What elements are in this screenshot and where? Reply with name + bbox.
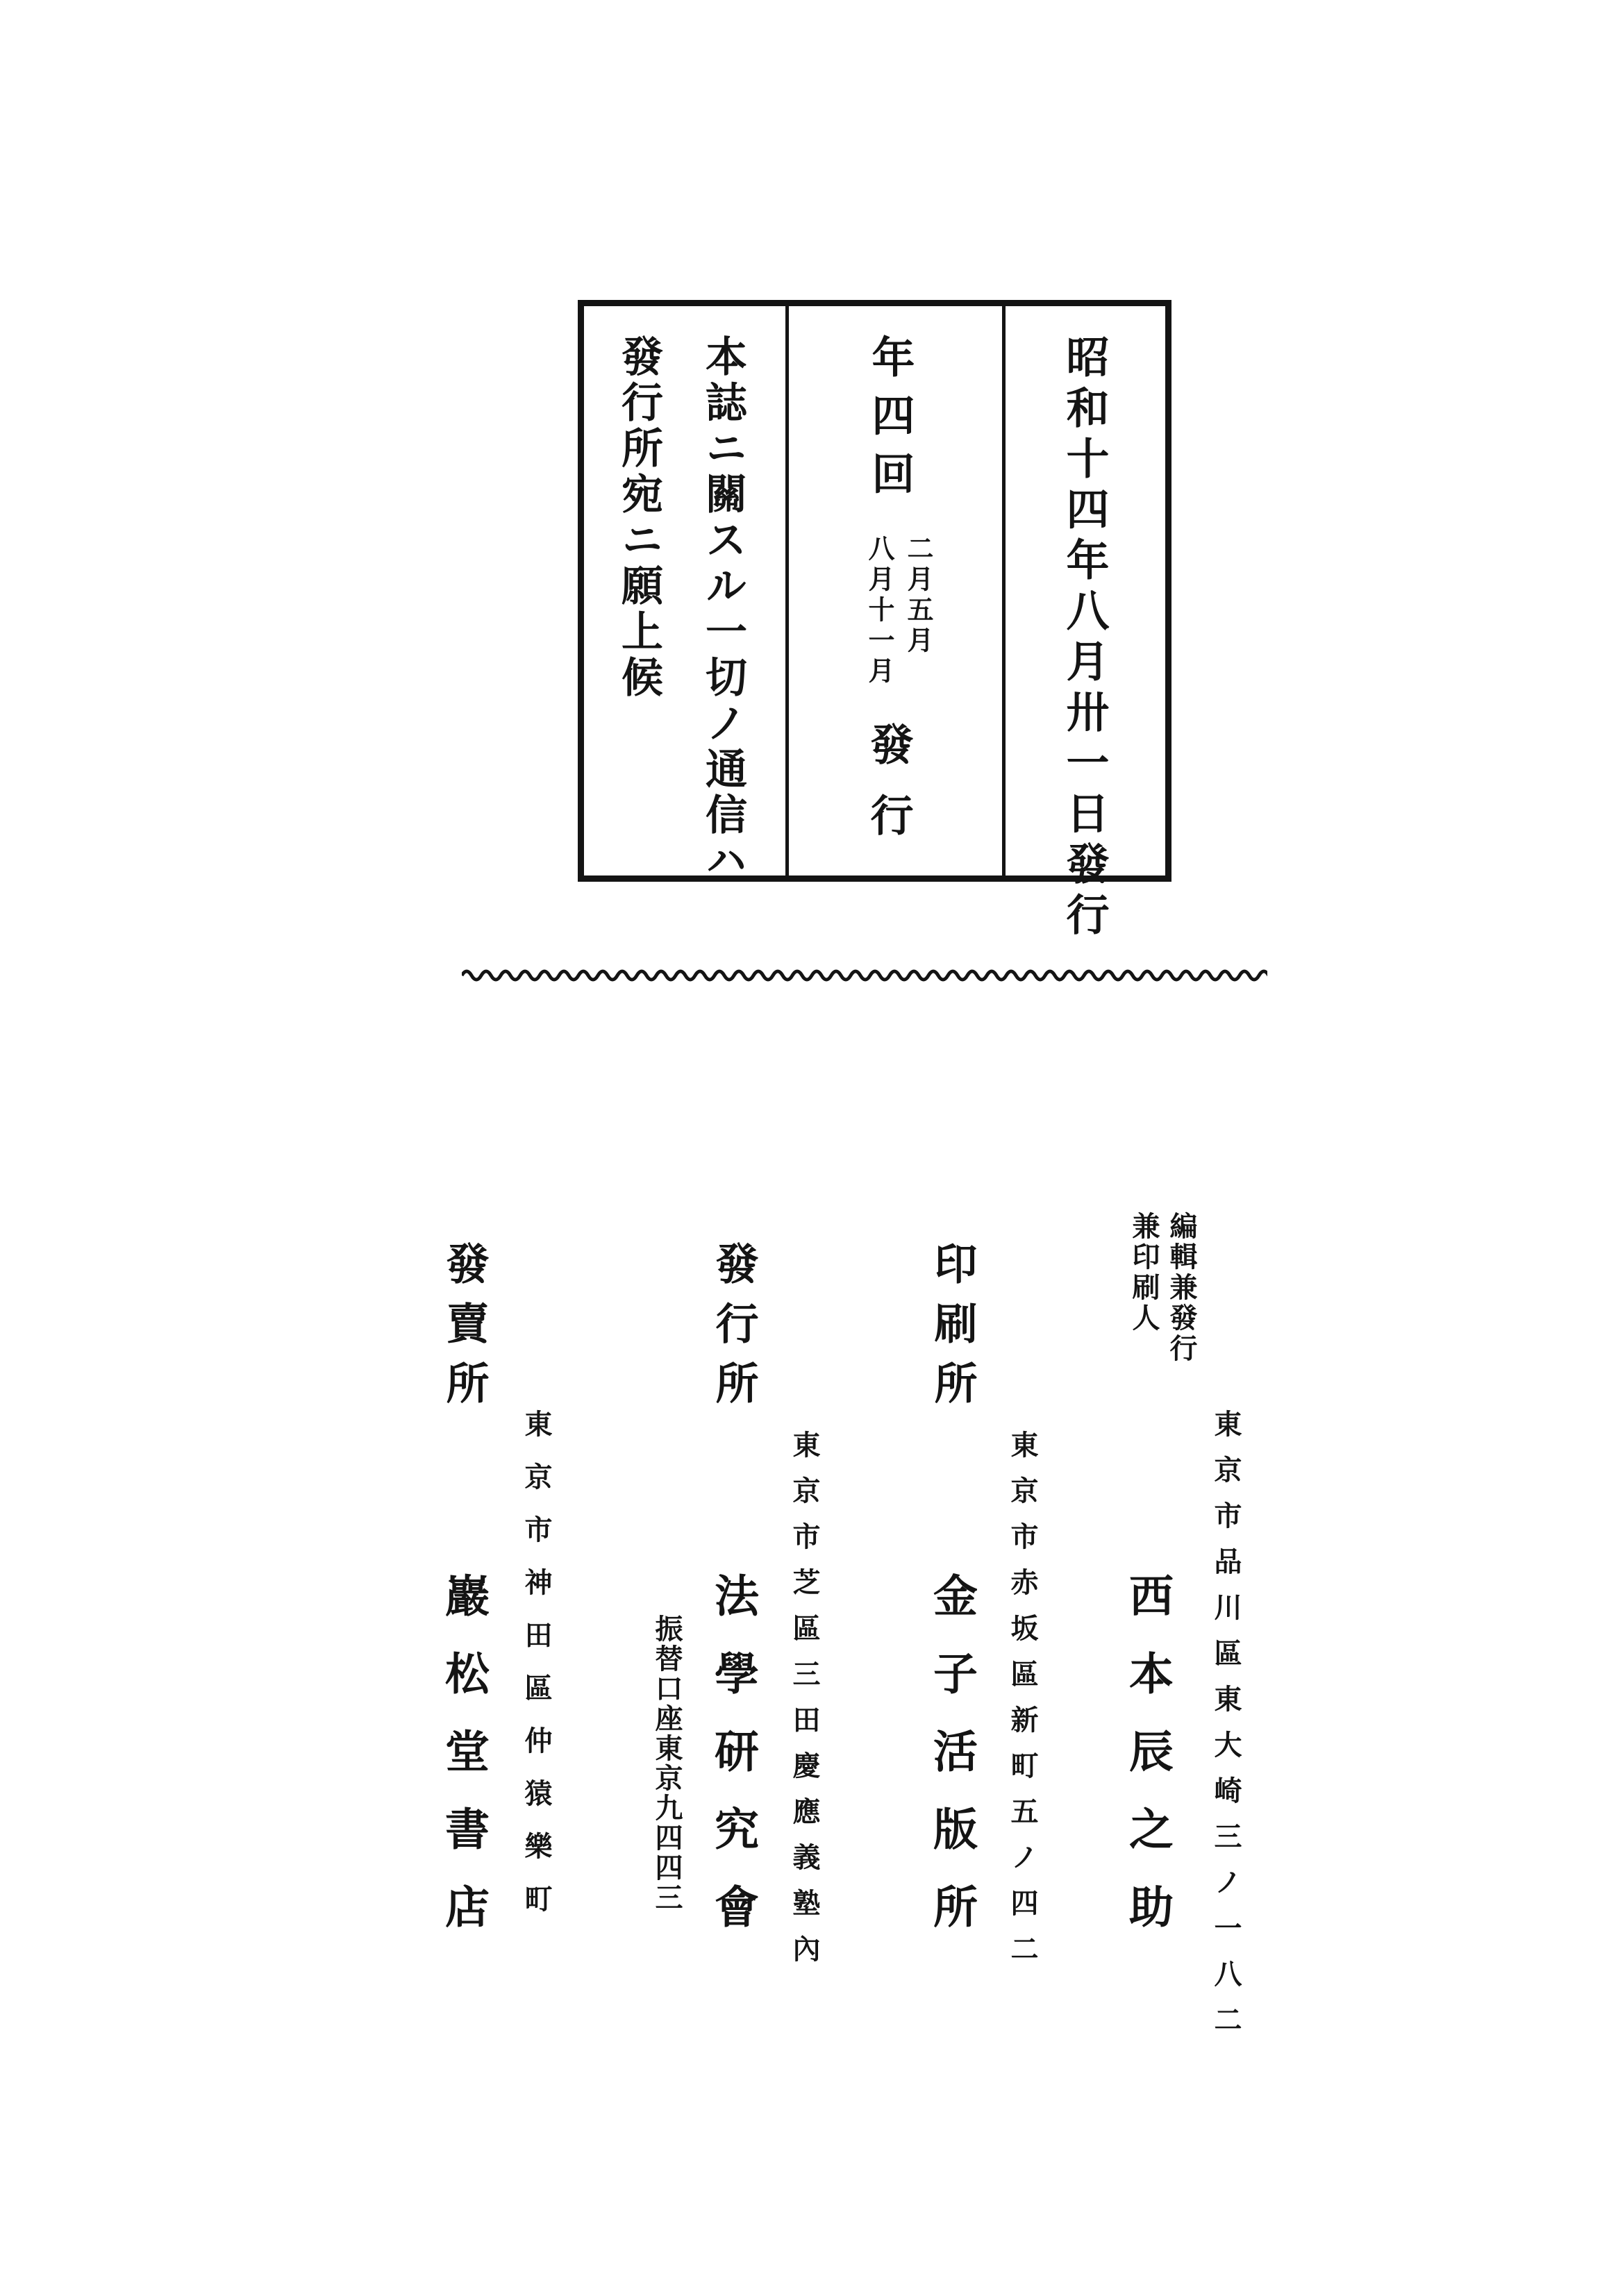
issue-label: 發行 [863,722,914,864]
printing-office-address: 東京市赤坂區新町五ノ四二 [1006,1430,1039,1980]
box-divider [785,306,789,875]
editor-address: 東京市品川區東大崎三ノ一八二 [1210,1409,1242,2051]
issue-months-b: 八月十一月 [864,535,895,687]
printing-office-name: 金子活版所 [926,1573,978,1961]
editor-role: 編輯兼發行 [1165,1212,1198,1364]
printer-role: 兼印刷人 [1128,1212,1160,1334]
sales-office-label: 發賣所 [439,1241,490,1421]
publishing-office-label: 發行所 [708,1241,759,1421]
publishing-office-name: 法學研究會 [707,1573,759,1961]
transfer-account: 振替口座東京九四四三 [651,1614,683,1913]
wavy-divider [462,962,1267,989]
frequency-label: 年四回 [865,335,915,510]
publishing-office-address: 東京市芝區三田慶應義塾內 [788,1430,821,1980]
correspondence-note: 本誌ニ關スル一切ノ通信ハ [699,335,747,885]
box-divider [1002,306,1006,875]
issue-months-a: 二月五月 [903,535,934,657]
editor-name: 西本辰之助 [1121,1573,1174,1961]
issue-date-line: 昭和十四年八月卅一日發行 [1059,335,1110,943]
printing-office-label: 印刷所 [927,1241,978,1421]
sales-office-address: 東京市神田區仲猿樂町 [520,1409,553,1937]
sales-office-name: 巖松堂書店 [437,1573,490,1961]
correspondence-note-continued: 發行所宛ニ願上候 [615,335,663,701]
